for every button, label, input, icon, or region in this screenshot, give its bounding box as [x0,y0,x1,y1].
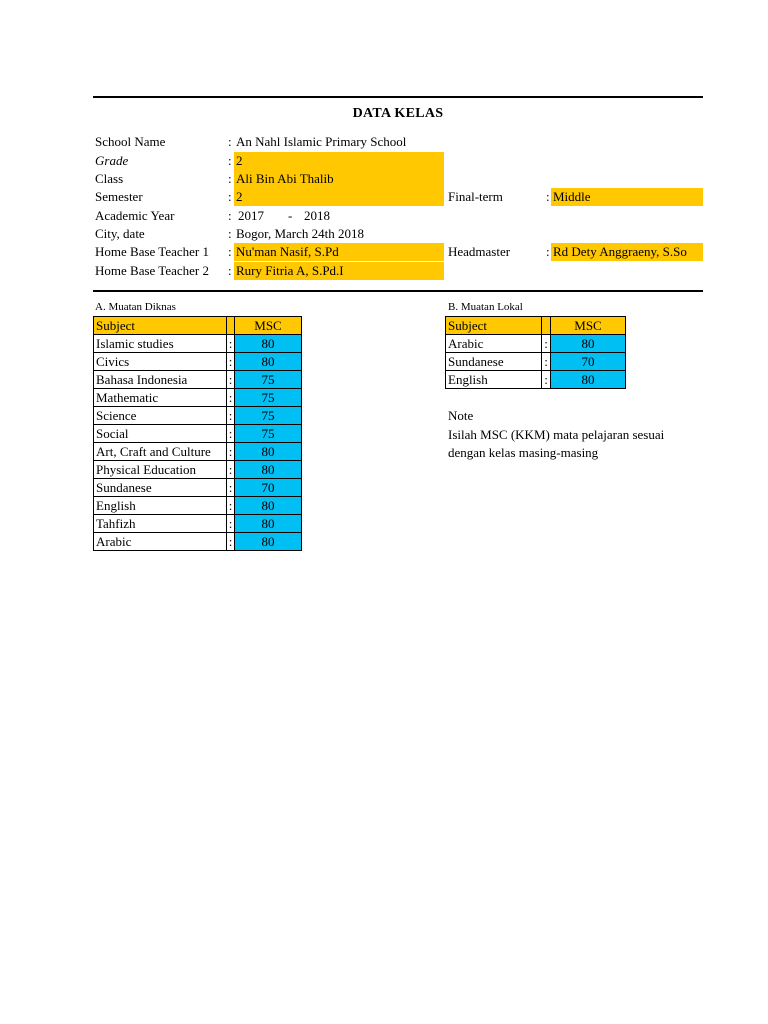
subject-cell: Tahfizh [94,515,227,533]
table-row [446,335,626,353]
colon: : [227,371,235,389]
subject-cell: Social [94,425,227,443]
colon: : [227,425,235,443]
note-heading: Note [448,408,474,423]
table-header-row [446,317,626,335]
msc-cell: 70 [551,353,626,371]
subject-header: Subject [446,317,542,335]
colon: : [228,134,232,149]
table-row [94,479,302,497]
msc-cell: 80 [235,515,302,533]
msc-cell: 80 [235,497,302,515]
colon: : [228,244,232,259]
diknas-table [93,316,302,551]
table-row [94,443,302,461]
table-row [94,335,302,353]
colon: : [227,515,235,533]
table-row [94,533,302,551]
colon: : [228,189,232,204]
school-name-label: School Name [95,134,166,149]
msc-cell: 80 [235,533,302,551]
msc-cell: 80 [235,335,302,353]
colon: : [546,244,550,259]
subject-cell: Arabic [446,335,542,353]
table-row [446,371,626,389]
colon: : [228,263,232,278]
subject-cell: English [94,497,227,515]
teacher1-label: Home Base Teacher 1 [95,244,209,259]
subject-cell: Civics [94,353,227,371]
diknas-heading: A. Muatan Diknas [95,301,176,313]
colon: : [546,189,550,204]
colon: : [542,335,551,353]
final-term-value: Middle [551,188,703,206]
headmaster-label: Headmaster [448,244,511,259]
table-row [94,425,302,443]
subject-cell: Arabic [94,533,227,551]
academic-year-label: Academic Year [95,208,175,223]
subject-cell: Islamic studies [94,335,227,353]
colon: : [227,389,235,407]
semester-value: 2 [234,188,444,206]
msc-cell: 70 [235,479,302,497]
msc-cell: 80 [235,443,302,461]
msc-cell: 80 [551,335,626,353]
headmaster-value: Rd Dety Anggraeny, S.So [551,243,703,261]
msc-cell: 75 [235,407,302,425]
msc-header: MSC [551,317,626,335]
msc-cell: 80 [551,371,626,389]
colon: : [227,443,235,461]
table-row [94,353,302,371]
table-row [94,389,302,407]
teacher1-value: Nu'man Nasif, S.Pd [234,243,444,261]
academic-year-end: 2018 [304,208,330,223]
lokal-table [445,316,626,389]
middle-rule [93,290,703,292]
subject-cell: Bahasa Indonesia [94,371,227,389]
msc-cell: 75 [235,425,302,443]
colon: : [227,497,235,515]
academic-year-separator: - [288,208,293,223]
colon: : [227,533,235,551]
colon: : [228,153,232,168]
colon: : [227,479,235,497]
colon: : [227,407,235,425]
colon: : [228,171,232,186]
subject-cell: Sundanese [94,479,227,497]
grade-label: Grade [95,153,129,168]
subject-cell: Physical Education [94,461,227,479]
colon: : [228,226,232,241]
lokal-heading: B. Muatan Lokal [448,301,523,313]
msc-header: MSC [235,317,302,335]
subject-cell: Mathematic [94,389,227,407]
table-row [94,407,302,425]
colon: : [542,371,551,389]
city-date-label: City, date [95,226,145,241]
table-row [446,353,626,371]
table-row [94,497,302,515]
page-title: DATA KELAS [352,106,444,121]
note-line-2: dengan kelas masing-masing [448,445,599,460]
table-row [94,461,302,479]
msc-cell: 80 [235,461,302,479]
colon: : [227,461,235,479]
subject-header: Subject [94,317,227,335]
academic-year-start: 2017 [238,208,264,223]
subject-cell: Science [94,407,227,425]
grade-value: 2 [234,152,444,170]
colon: : [542,353,551,371]
teacher2-value: Rury Fitria A, S.Pd.I [234,262,444,280]
colon: : [228,208,232,223]
note-line-1: Isilah MSC (KKM) mata pelajaran sesuai [448,427,665,442]
msc-cell: 75 [235,389,302,407]
subject-cell: Sundanese [446,353,542,371]
city-date-value: Bogor, March 24th 2018 [236,226,365,241]
top-rule [93,96,703,98]
table-header-row [94,317,302,335]
msc-cell: 80 [235,353,302,371]
subject-cell: English [446,371,542,389]
msc-cell: 75 [235,371,302,389]
table-row [94,515,302,533]
semester-label: Semester [95,189,143,204]
final-term-label: Final-term [448,189,503,204]
school-name-value: An Nahl Islamic Primary School [236,134,407,149]
class-label: Class [95,171,124,186]
header-spacer [542,317,551,335]
class-value: Ali Bin Abi Thalib [234,170,444,188]
header-spacer [227,317,235,335]
subject-cell: Art, Craft and Culture [94,443,227,461]
colon: : [227,353,235,371]
colon: : [227,335,235,353]
teacher2-label: Home Base Teacher 2 [95,263,209,278]
table-row [94,371,302,389]
